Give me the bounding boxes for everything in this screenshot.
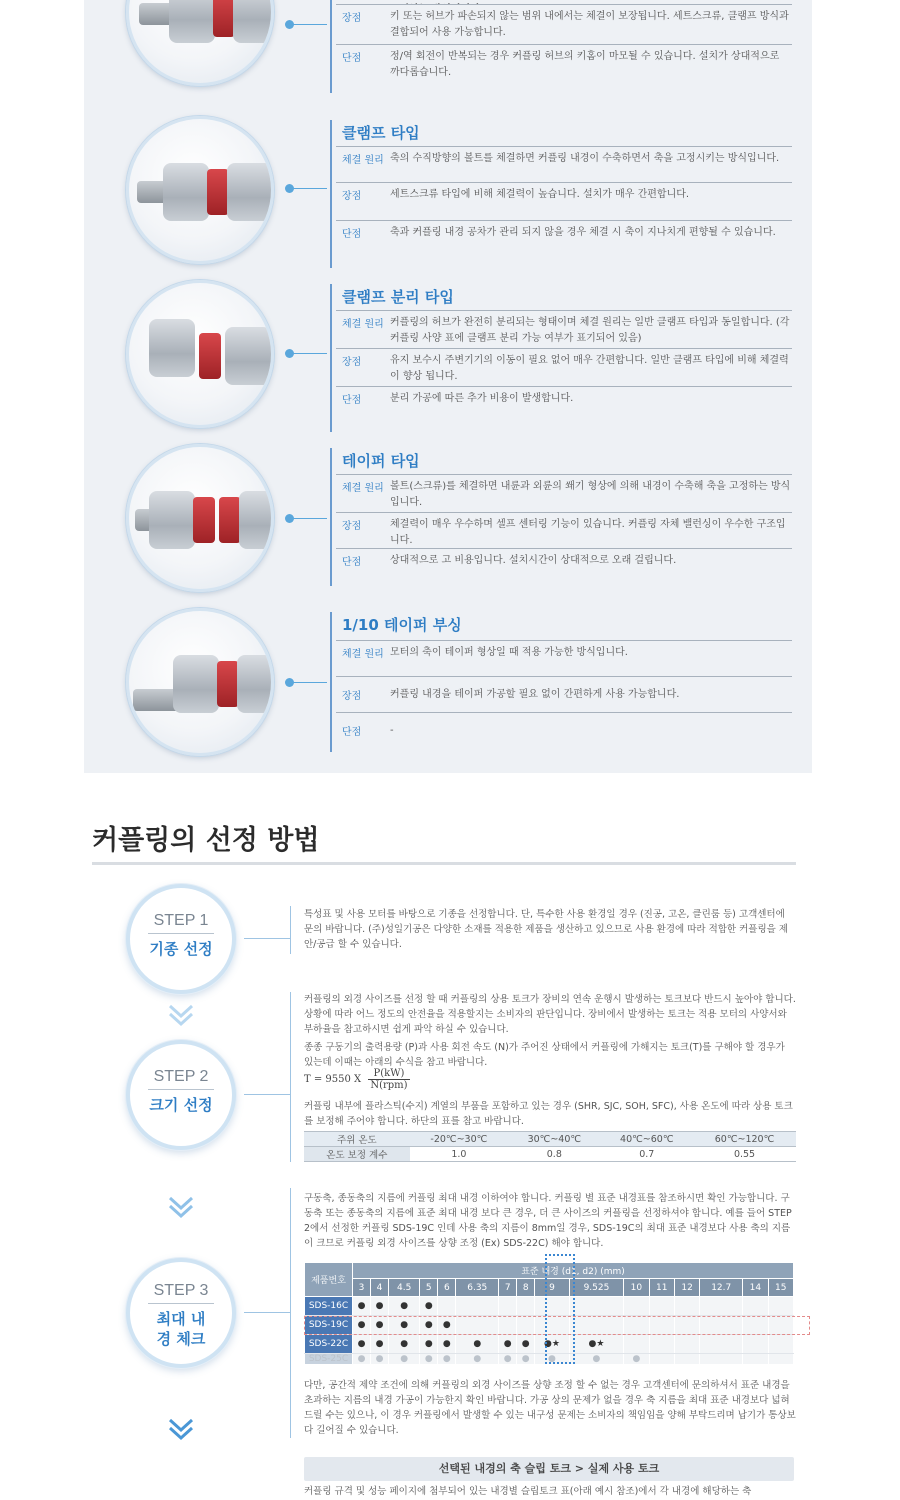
type-connector bbox=[290, 24, 327, 25]
table-row: SDS-22C ● ● ● ● ● ● ● ● ●★ ●★ bbox=[305, 1335, 794, 1354]
step2-text-2: 종종 구동기의 출력용량 (P)과 사용 회전 속도 (N)가 주어진 상태에서 커플링에 가해지는 토크(T)를 구해야 할 경우가 있는데 이때는 아래의 수식을 참고 바랍니다. bbox=[304, 1042, 785, 1068]
step-number: STEP 2 bbox=[153, 1068, 209, 1085]
step2-text-3: 커플링 내부에 플라스틱(수지) 계열의 부품을 포함하고 있는 경우 (SHR, SJC, SOH, SFC), 사용 온도에 따라 상용 토크를 보정해 주어야 합니다. 하단의 표를 참고 바랍니다. bbox=[304, 1101, 793, 1127]
table-row: SDS-25C ● ● ● ● ● ● ● ● ● ● ● bbox=[305, 1354, 794, 1365]
step-number: STEP 3 bbox=[153, 1282, 209, 1299]
type-vline bbox=[330, 0, 332, 93]
type-connector bbox=[290, 518, 327, 519]
type-vline bbox=[330, 120, 332, 268]
step2-badge bbox=[126, 1040, 236, 1150]
type-title: 1/10 테이퍼 부싱 bbox=[342, 616, 462, 634]
type-row-cons: 단점 정/역 회전이 반복되는 경우 커플링 허브의 키홈이 마모될 수 있습니다. 설치가 상대적으로 까다롭습니다. bbox=[336, 44, 792, 84]
step-bracket bbox=[290, 992, 291, 1162]
step-number: STEP 1 bbox=[153, 912, 209, 929]
step3-text: 구동축, 종동축의 지름에 커플링 최대 내경 이하여야 합니다. 커플링 별 표준 내경표를 참조하시면 확인 가능합니다. 구동축 또는 종동축의 지름에 표준 최대 내경 보다 큰 경우, 더 큰 사이즈의 커플링을 선정하셔야 합니다. 예를 들어 STEP 2에서 선정한 커플링 SDS-19C 인데 사용 축의 지름이 8mm일 경우, SDS-19C의 최대 표준 내경보다 사용 축의 지름이 크므로 커플링 외경 사이즈를 상향 조정 (Ex) SDS-22C) 해야 합니다. bbox=[304, 1193, 792, 1249]
step-connector bbox=[244, 1094, 290, 1095]
step3-text-2: 다만, 공간적 제약 조건에 의해 커플링의 외경 사이즈를 상향 조정 할 수 없는 경우 고객센터에 문의하셔서 표준 내경을 초과하는 지름의 내경 가공이 가능한지 확인 바랍니다. 가공 상의 문제가 없을 경우 축 지름을 최대 표준 내경보다 넓혀 드릴 수는 있으나, 이 경우 커플링에서 발생할 수 있는 내구성 문제는 소비자의 책임임을 양해 부탁드리며 납기가 통상보다 길어질 수 있습니다. bbox=[304, 1380, 796, 1436]
step1-badge bbox=[126, 884, 236, 994]
selection-title: 커플링의 선정 방법 bbox=[92, 825, 320, 856]
coupling-types-panel bbox=[84, 0, 812, 773]
step3-badge bbox=[126, 1258, 236, 1368]
temp-factor-row: 온도 보정 계수 1.0 0.8 0.7 0.55 bbox=[304, 1147, 796, 1162]
type-title: 클램프 분리 타입 bbox=[342, 288, 454, 306]
step-name: 크기 선정 bbox=[149, 1096, 213, 1114]
type-vline bbox=[330, 284, 332, 432]
type-row-principle: 체결 원리 축의 수직방향의 볼트를 체결하면 커플링 내경이 수축하면서 축을 고정시키는 방식입니다. bbox=[336, 146, 792, 182]
type-row-principle: 체결 원리 모터의 축이 테이퍼 형상일 때 적용 가능한 방식입니다. bbox=[336, 640, 792, 676]
coupling-image-clamp-split bbox=[126, 280, 274, 428]
type-row-principle: 체결 원리 커플링의 허브가 완전히 분리되는 형태이며 체결 원리는 일반 클램프 타입과 동일합니다. (각 커플링 사양 표에 클램프 분리 가능 여부가 표기되어 있음) bbox=[336, 310, 792, 348]
slip-torque-note-text: 커플링 규격 및 성능 페이지에 첨부되어 있는 내경별 슬립토크 표(아래 예시 참조)에서 각 내경에 해당하는 축 bbox=[304, 1486, 752, 1497]
step2-text-1: 커플링의 외경 사이즈를 선정 할 때 커플링의 상용 토크가 장비의 연속 운행시 발생하는 토크보다 반드시 높아야 합니다. 상황에 따라 어느 정도의 안전율을 적용할지는 소비자의 판단입니다. 장비에서 발생하는 토크는 적용 모터의 사양서와 부하율을 참고하시면 쉽게 파악 하실 수 있습니다. bbox=[304, 994, 796, 1035]
coupling-image-taper bbox=[126, 444, 274, 592]
step-connector bbox=[244, 1312, 290, 1313]
type-row-cons: 단점 축과 커플링 내경 공차가 관리 되지 않을 경우 체결 시 축이 지나치게 편향될 수 있습니다. bbox=[336, 220, 792, 258]
type-row-pros: 장점 유지 보수시 주변기기의 이동이 필요 없어 매우 간편합니다. 일반 클램프 타입에 비해 체결력이 향상 됩니다. bbox=[336, 348, 792, 386]
slip-torque-note-title: 선택된 내경의 축 슬립 토크 > 실제 사용 토크 bbox=[304, 1457, 794, 1481]
type-row-pros: 장점 키 또는 허브가 파손되지 않는 범위 내에서는 체결이 보장됩니다. 세트스크류, 클램프 방식과 결합되어 사용 가능합니다. bbox=[336, 4, 792, 44]
type-vline bbox=[330, 612, 332, 752]
step-bracket bbox=[290, 1188, 291, 1438]
step-name: 기종 선정 bbox=[149, 940, 213, 958]
bore-header-sizes: 3 4 4.5 5 6 6.35 7 8 9 9.525 10 11 12 12.7 14 15 bbox=[305, 1279, 794, 1297]
type-row-pros: 장점 체결력이 매우 우수하며 셀프 센터링 기능이 있습니다. 커플링 자체 밸런싱이 우수한 구조입니다. bbox=[336, 512, 792, 548]
type-title: 테이퍼 타입 bbox=[342, 452, 420, 470]
type-row-pros: 장점 세트스크류 타입에 비해 체결력이 높습니다. 설치가 매우 간편합니다. bbox=[336, 182, 792, 220]
type-row-cons: 단점 상대적으로 고 비용입니다. 설치시간이 상대적으로 오래 걸립니다. bbox=[336, 548, 792, 584]
selection-divider bbox=[92, 862, 796, 865]
table-row: SDS-19C ● ● ● ● ● bbox=[305, 1316, 794, 1335]
table-row: SDS-16C ● ● ● ● bbox=[305, 1297, 794, 1316]
type-row-pros: 장점 커플링 내경을 테이퍼 가공할 필요 없이 간편하게 사용 가능합니다. bbox=[336, 676, 792, 712]
chevron-down-icon bbox=[166, 1000, 196, 1030]
step-name: 최대 내경 체크 bbox=[156, 1310, 206, 1348]
type-connector bbox=[290, 353, 327, 354]
coupling-image-clamp bbox=[126, 116, 274, 264]
coupling-image-taper-bushing bbox=[126, 608, 274, 756]
type-row-principle: 체결 원리 볼트(스크류)를 체결하면 내륜과 외륜의 쐐기 형상에 의해 내경이 수축해 축을 고정하는 방식입니다. bbox=[336, 474, 792, 512]
coupling-image-key bbox=[126, 0, 274, 86]
type-row-cons: 단점 - bbox=[336, 712, 792, 748]
type-connector bbox=[290, 682, 327, 683]
step1-text: 특성표 및 사용 모터를 바탕으로 기종을 선정합니다. 단, 특수한 사용 환경일 경우 (진공, 고온, 클린룸 등) 고객센터에 문의 바랍니다. (주)성일기공은 다양한 소재를 적용한 제품을 생산하고 있으므로 사용 환경에 따라 적합한 커플링을 제안/공급 할 수 있습니다. bbox=[304, 909, 789, 950]
type-title: 클램프 타입 bbox=[342, 124, 420, 142]
temperature-factor-table bbox=[304, 1131, 796, 1162]
highlight-column-8mm bbox=[545, 1254, 575, 1364]
type-row-cons: 단점 분리 가공에 따른 추가 비용이 발생합니다. bbox=[336, 386, 792, 414]
step-connector bbox=[244, 938, 290, 939]
chevron-down-icon bbox=[166, 1414, 196, 1444]
temp-header-row: 주위 온도 -20℃~30℃ 30℃~40℃ 40℃~60℃ 60℃~120℃ bbox=[304, 1132, 796, 1147]
chevron-down-icon bbox=[166, 1192, 196, 1222]
type-vline bbox=[330, 448, 332, 586]
bore-header-span: 제품번호 표준 내경 (d1, d2) (mm) bbox=[305, 1263, 794, 1279]
torque-formula: T = 9550 X $\frac{P(kW)}{\text{N(rpm)}}$ bbox=[304, 1068, 408, 1091]
type-connector bbox=[290, 188, 327, 189]
step-bracket bbox=[290, 906, 291, 954]
